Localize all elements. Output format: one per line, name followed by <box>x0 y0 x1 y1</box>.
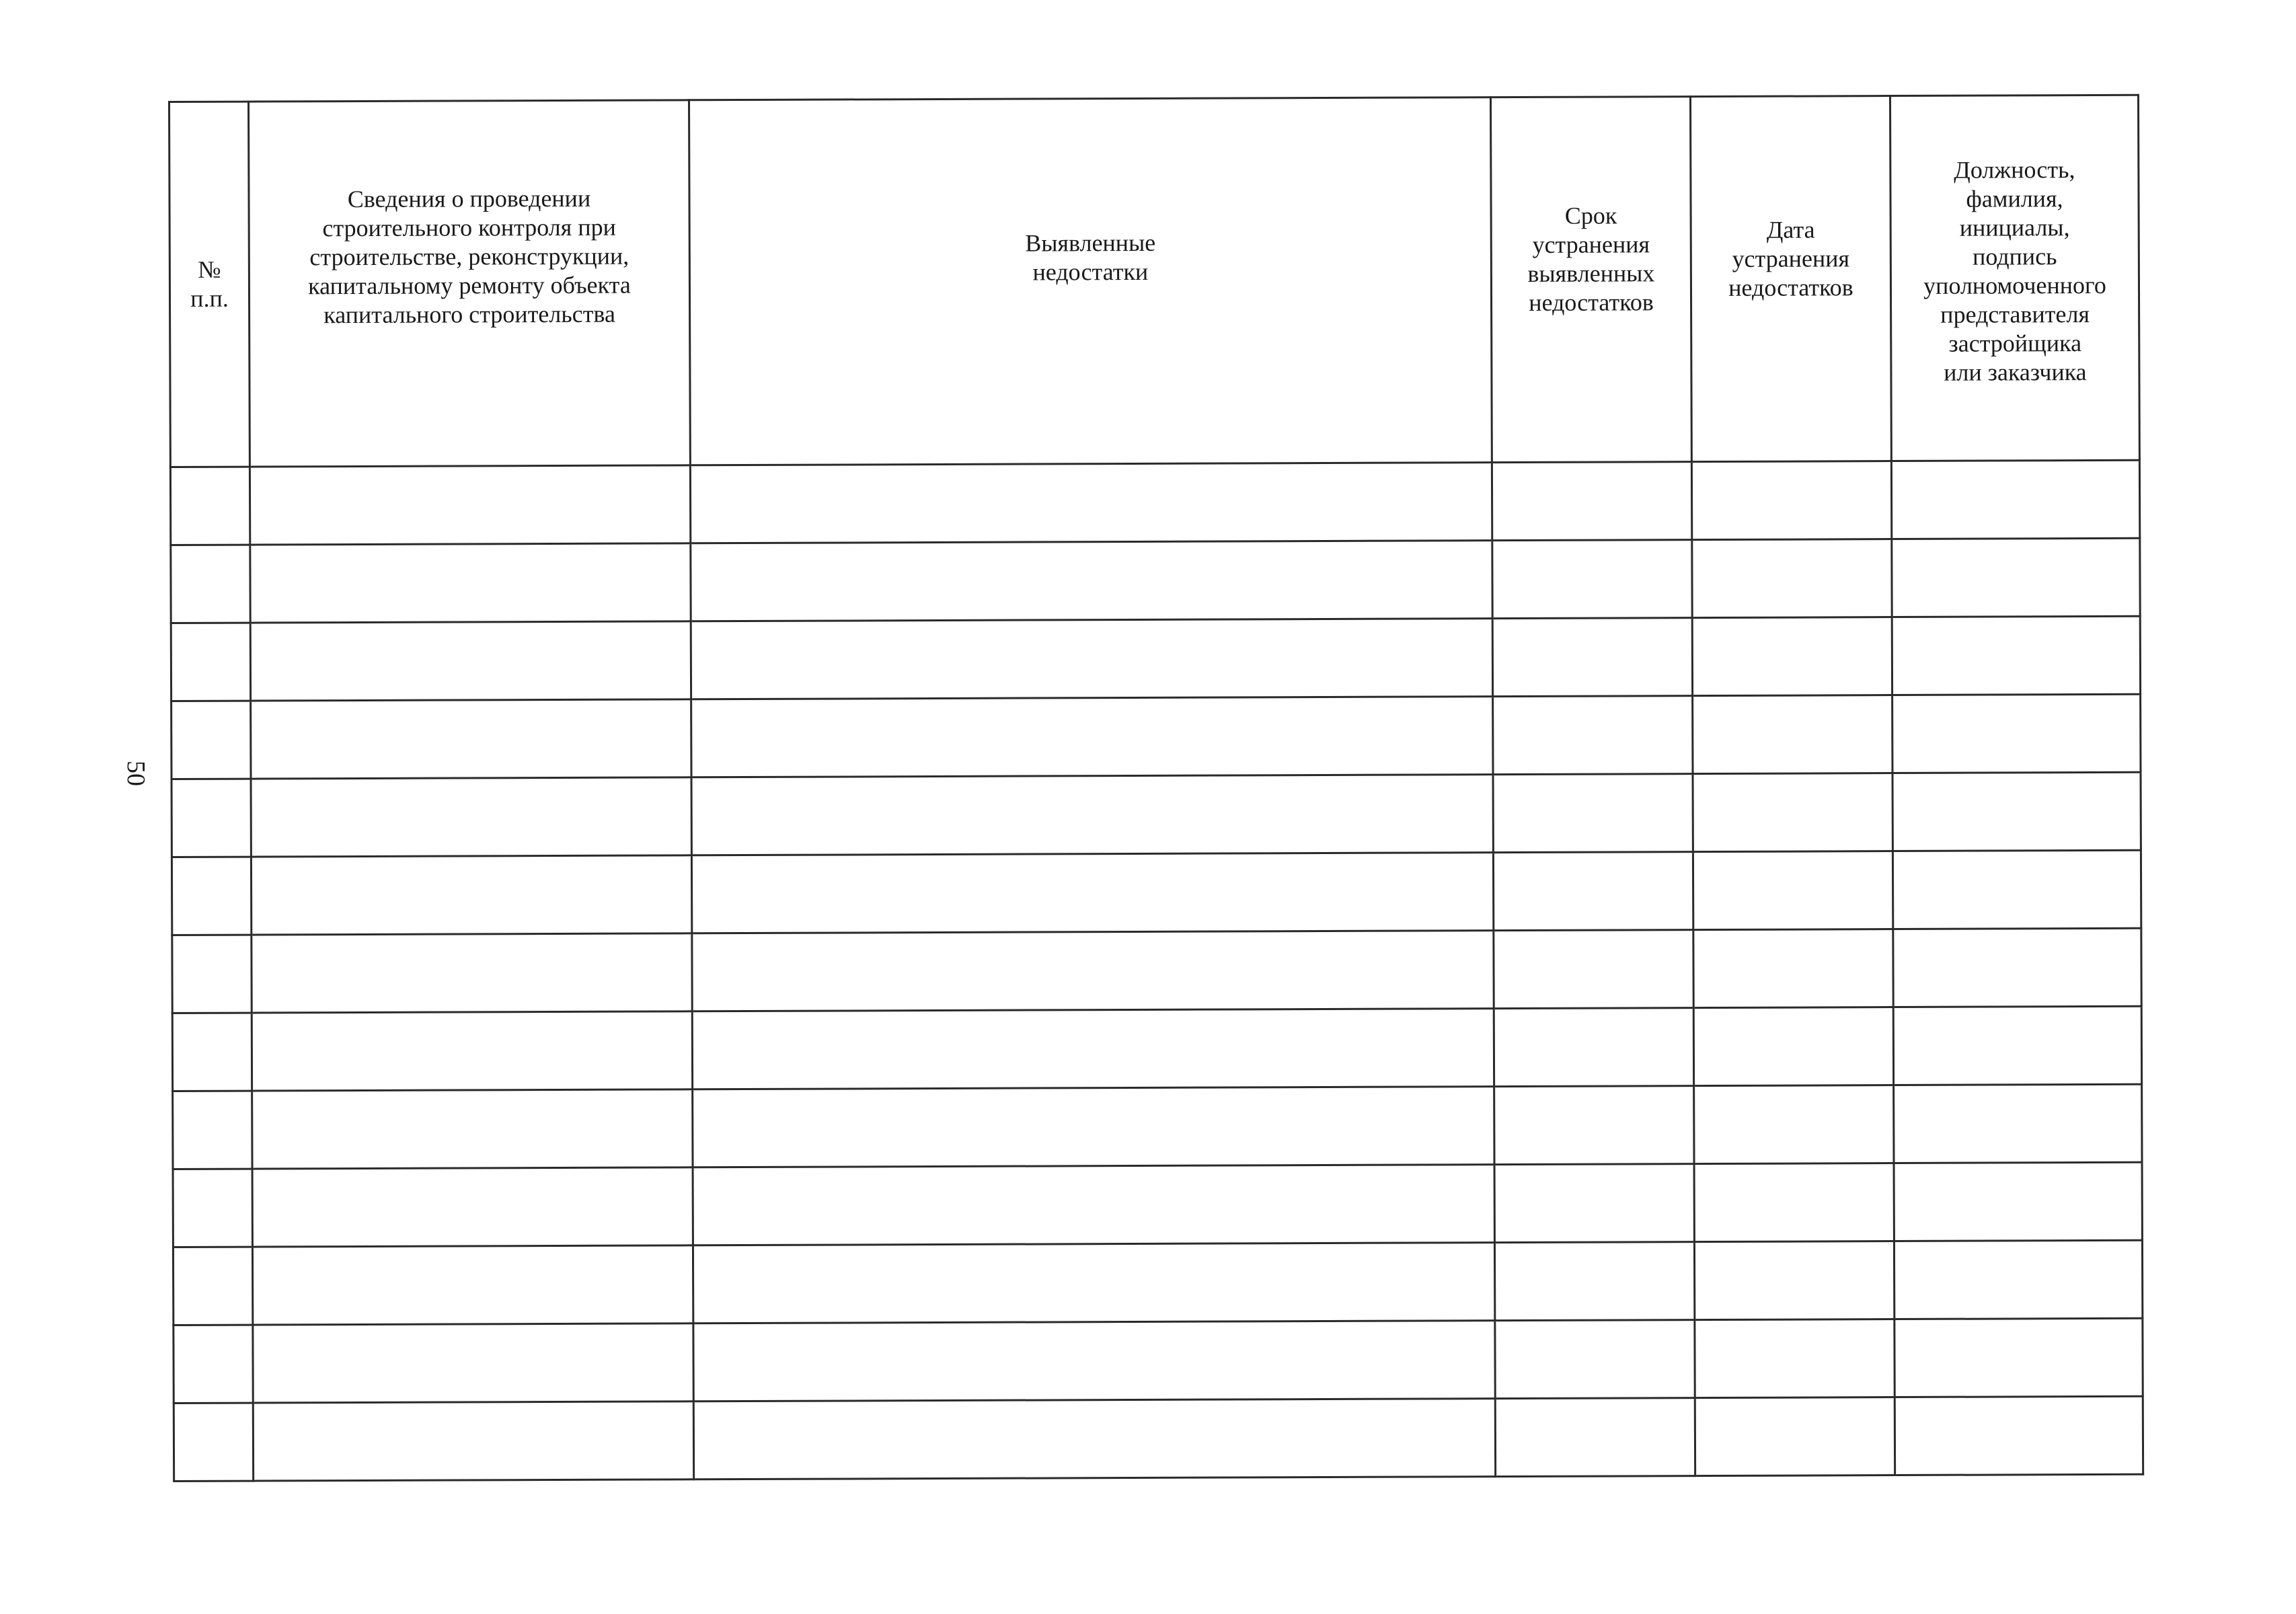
table-cell-defects[interactable] <box>692 1009 1494 1089</box>
table-cell-defects[interactable] <box>691 853 1493 933</box>
table-cell-defects[interactable] <box>691 541 1492 621</box>
table-cell-fix-date[interactable] <box>1695 1397 1895 1476</box>
table-cell-representative[interactable] <box>1893 1006 2141 1085</box>
header-line: устранения <box>1532 231 1650 258</box>
table-cell-number[interactable] <box>171 779 251 857</box>
header-line: № <box>198 256 221 283</box>
table-cell-deadline[interactable] <box>1492 618 1692 697</box>
header-line: строительстве, реконструкции, <box>309 242 629 270</box>
header-line: выявленных <box>1527 260 1655 287</box>
table-cell-control-info[interactable] <box>253 1323 693 1403</box>
table-cell-fix-date[interactable] <box>1693 851 1892 930</box>
table-cell-number[interactable] <box>173 1169 252 1247</box>
table-cell-control-info[interactable] <box>250 465 690 545</box>
header-line: строительного контроля при <box>322 213 616 241</box>
table-cell-defects[interactable] <box>691 697 1493 777</box>
table-cell-deadline[interactable] <box>1495 1320 1695 1399</box>
table-row <box>174 1396 2143 1481</box>
table-cell-fix-date[interactable] <box>1693 773 1892 852</box>
table-cell-fix-date[interactable] <box>1691 461 1891 540</box>
table-cell-deadline[interactable] <box>1492 462 1691 541</box>
header-line: недостатков <box>1728 273 1853 301</box>
table-cell-fix-date[interactable] <box>1695 1319 1895 1398</box>
table-cell-control-info[interactable] <box>252 933 692 1013</box>
table-cell-defects[interactable] <box>691 619 1492 699</box>
table-cell-number[interactable] <box>173 1247 252 1325</box>
table-cell-defects[interactable] <box>693 1087 1494 1167</box>
table-cell-deadline[interactable] <box>1494 1164 1694 1243</box>
header-line: фамилия, <box>1966 185 2063 213</box>
table-cell-number[interactable] <box>171 545 250 623</box>
header-line: подпись <box>1973 243 2057 270</box>
table-cell-representative[interactable] <box>1894 1162 2142 1241</box>
table-cell-representative[interactable] <box>1894 1240 2142 1319</box>
table-row <box>170 460 2139 545</box>
table-row <box>172 1006 2141 1091</box>
table-cell-number[interactable] <box>172 1013 252 1091</box>
table-cell-control-info[interactable] <box>252 1011 692 1091</box>
table-cell-control-info[interactable] <box>252 1089 693 1169</box>
table-cell-number[interactable] <box>171 623 250 701</box>
table-cell-number[interactable] <box>171 701 251 779</box>
table-cell-deadline[interactable] <box>1493 696 1693 775</box>
table-cell-representative[interactable] <box>1892 850 2141 929</box>
table-cell-deadline[interactable] <box>1492 540 1692 619</box>
table-cell-control-info[interactable] <box>251 777 691 857</box>
table-cell-defects[interactable] <box>691 775 1493 855</box>
header-deadline <box>1490 97 1691 463</box>
table-cell-defects[interactable] <box>692 931 1494 1011</box>
defects-log-table <box>168 94 2144 1482</box>
header-defects <box>689 98 1492 465</box>
header-line: недостатки <box>1032 258 1149 286</box>
table-row <box>173 1240 2142 1325</box>
table-cell-deadline[interactable] <box>1494 1086 1694 1165</box>
header-line: недостатков <box>1529 289 1654 316</box>
header-line: застройщика <box>1948 330 2082 357</box>
table-cell-number[interactable] <box>174 1325 253 1403</box>
table-cell-deadline[interactable] <box>1493 852 1693 931</box>
header-number <box>169 102 250 467</box>
header-control-info <box>249 100 691 467</box>
table-cell-representative[interactable] <box>1893 928 2141 1007</box>
table-cell-defects[interactable] <box>693 1243 1494 1323</box>
table-cell-control-info[interactable] <box>251 855 691 935</box>
table-cell-representative[interactable] <box>1892 538 2140 617</box>
table-cell-defects[interactable] <box>693 1399 1495 1480</box>
table-cell-representative[interactable] <box>1895 1396 2143 1475</box>
table-cell-fix-date[interactable] <box>1692 617 1892 696</box>
table-row <box>174 1318 2143 1403</box>
table-cell-control-info[interactable] <box>253 1401 693 1481</box>
table-cell-defects[interactable] <box>693 1165 1494 1245</box>
table-cell-fix-date[interactable] <box>1694 1163 1894 1242</box>
header-line: Срок <box>1564 202 1617 229</box>
table-cell-fix-date[interactable] <box>1694 1241 1894 1320</box>
table-body <box>170 460 2143 1481</box>
header-line: Дата <box>1766 215 1815 243</box>
header-fix-date <box>1690 96 1891 462</box>
table-cell-fix-date[interactable] <box>1693 695 1892 774</box>
table-row <box>171 616 2140 701</box>
header-representative <box>1890 95 2139 461</box>
table-cell-deadline[interactable] <box>1493 774 1693 853</box>
table-row <box>171 850 2141 935</box>
header-line: Выявленные <box>1025 229 1156 257</box>
page-number: 50 <box>122 761 150 786</box>
header-line: или заказчика <box>1944 358 2087 386</box>
table-cell-control-info[interactable] <box>252 1245 693 1325</box>
table-cell-defects[interactable] <box>690 463 1492 543</box>
table-cell-number[interactable] <box>171 857 251 935</box>
table-row <box>173 1084 2142 1169</box>
table-cell-number[interactable] <box>174 1403 253 1481</box>
table-cell-fix-date[interactable] <box>1692 539 1892 618</box>
header-line: представителя <box>1940 301 2090 328</box>
header-line: капитального строительства <box>323 300 616 328</box>
header-line: капитальному ремонту объекта <box>308 271 631 299</box>
table-cell-control-info[interactable] <box>250 543 691 623</box>
table-cell-representative[interactable] <box>1892 694 2141 773</box>
header-line: уполномоченного <box>1923 271 2106 299</box>
table-row <box>171 538 2140 623</box>
table-cell-control-info[interactable] <box>252 1167 693 1247</box>
table-cell-number[interactable] <box>170 467 250 545</box>
header-line: п.п. <box>190 284 229 312</box>
table-cell-number[interactable] <box>172 935 252 1013</box>
header-row <box>169 95 2140 467</box>
table-cell-deadline[interactable] <box>1494 1242 1694 1321</box>
table-cell-fix-date[interactable] <box>1693 929 1893 1008</box>
table-cell-control-info[interactable] <box>251 699 691 779</box>
table-cell-deadline[interactable] <box>1494 930 1693 1009</box>
header-line: устранения <box>1732 244 1850 272</box>
table-cell-representative[interactable] <box>1895 1318 2143 1397</box>
table-row <box>171 772 2141 857</box>
table-cell-defects[interactable] <box>693 1321 1495 1401</box>
table-row <box>172 928 2141 1013</box>
table-row <box>171 694 2141 779</box>
table-cell-deadline[interactable] <box>1494 1008 1693 1087</box>
table-cell-representative[interactable] <box>1892 772 2141 851</box>
table-cell-deadline[interactable] <box>1495 1398 1695 1477</box>
table-row <box>173 1162 2142 1247</box>
table-cell-number[interactable] <box>173 1091 252 1169</box>
header-line: Должность, <box>1954 156 2075 184</box>
table-cell-fix-date[interactable] <box>1693 1007 1893 1086</box>
table-cell-control-info[interactable] <box>250 621 691 701</box>
table-cell-representative[interactable] <box>1892 616 2140 695</box>
table-cell-fix-date[interactable] <box>1694 1085 1894 1164</box>
table-cell-representative[interactable] <box>1894 1084 2142 1163</box>
header-line: инициалы, <box>1959 214 2070 241</box>
header-line: Сведения о проведении <box>347 184 591 213</box>
table-cell-representative[interactable] <box>1891 460 2139 539</box>
